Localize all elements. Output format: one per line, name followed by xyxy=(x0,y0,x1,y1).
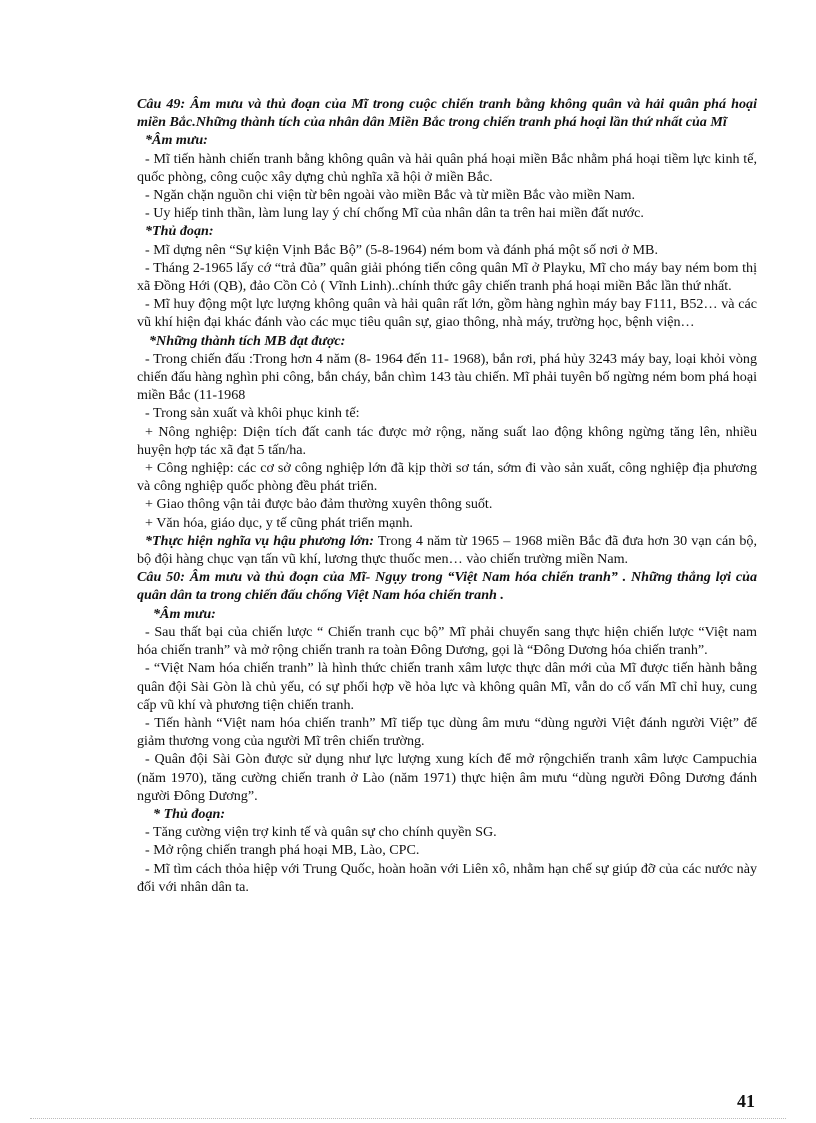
q49-heading-tactics: *Thủ đoạn: xyxy=(145,223,214,240)
q49-paragraph-rear-duty xyxy=(137,532,757,568)
footer-divider xyxy=(30,1118,786,1119)
q50-paragraph: - Mở rộng chiến trangh phá hoại MB, Lào, CPC. xyxy=(145,842,420,859)
page-number: 41 xyxy=(737,1091,755,1111)
q49-paragraph: - Mĩ dựng nên “Sự kiện Vịnh Bắc Bộ” (5-8-1964) ném bom và đánh phá một số nơi ở MB. xyxy=(145,241,658,258)
q49-heading-plot: *Âm mưu: xyxy=(145,132,208,149)
q49-paragraph: - Uy hiếp tinh thần, làm lung lay ý chí chống Mĩ của nhân dân ta trên hai miền đất nước. xyxy=(145,205,644,222)
q49-paragraph: + Giao thông vận tải được bảo đảm thường xuyên thông suốt. xyxy=(145,496,493,513)
q50-paragraph: - Quân đội Sài Gòn được sử dụng như lực lượng xung kích để mở rộngchiến tranh xâm lược Campuchia (năm 1970), tăng cường chiến tranh ở Lào (năm 1971) thực hiện âm mưu “dùng người Đông Dương đánh người Đông Dương”. xyxy=(137,751,757,804)
q49-paragraph: - Trong chiến đấu :Trong hơn 4 năm (8- 1964 đến 11- 1968), bắn rơi, phá hủy 3243 máy bay, loại khỏi vòng chiến đấu hàng nghìn phi công, bắn cháy, bắn chìm 143 tàu chiến. Mĩ phải tuyên bố ngừng ném bom phá hoại miền Bắc (11-1968 xyxy=(137,350,757,404)
q50-heading-plot: *Âm mưu: xyxy=(153,605,216,622)
q50-paragraph: - Sau thất bại của chiến lược “ Chiến tranh cục bộ” Mĩ phải chuyển sang thực hiện chiến lược “Việt nam hóa chiến tranh” và mở rộng chiến tranh ra toàn Đông Dương, gọi là “Đông Dương hóa chiến tranh”. xyxy=(137,623,757,659)
q50-paragraph: - Tăng cường viện trợ kinh tế và quân sự cho chính quyền SG. xyxy=(145,824,497,841)
q49-paragraph: - Ngăn chặn nguồn chi viện từ bên ngoài vào miền Bắc và từ miền Bắc vào miền Nam. xyxy=(145,187,636,204)
q50-paragraph: - “Việt Nam hóa chiến tranh” là hình thức chiến tranh xâm lược thực dân mới của Mĩ được tiến hành bằng quân đội Sài Gòn là chủ yếu, có sự phối hợp về hỏa lực và không quân Mĩ, vẫn do cố vấn Mĩ chỉ huy, cung cấp vũ khí và phương tiện chiến tranh. xyxy=(137,660,757,713)
q49-rear-duty-text: Trong 4 năm từ 1965 – 1968 miền Bắc đã đưa hơn 30 vạn cán bộ, bộ đội hàng chục vạn tấn vũ khí, lương thực thuốc men… vào chiến trường miền Nam. xyxy=(137,532,757,568)
q49-paragraph: + Nông nghiệp: Diện tích đất canh tác được mở rộng, năng suất lao động không ngừng tăng lên, nhiều huyện hợp tác xã đạt 5 tấn/ha. xyxy=(137,423,757,458)
q49-paragraph: - Mĩ tiến hành chiến tranh bằng không quân và hải quân phá hoại miền Bắc nhằm phá hoại tiềm lực kinh tế, quốc phòng, công cuộc xây dựng chủ nghĩa xã hội ở miền Bắc. xyxy=(137,150,757,185)
q49-paragraph: - Tháng 2-1965 lấy cớ “trả đũa” quân giải phóng tiến công quân Mĩ ở Playku, Mĩ cho máy bay ném bom thị xã Đồng Hới (QB), đảo Cồn Cỏ ( Vĩnh Linh)..chính thức gây chiến tranh phá hoại miền Bắc lần thứ nhất. xyxy=(137,259,757,295)
q49-heading-rear-duty: *Thực hiện nghĩa vụ hậu phương lớn: xyxy=(145,532,374,549)
q49-paragraph: + Công nghiệp: các cơ sở công nghiệp lớn đã kịp thời sơ tán, sớm đi vào sản xuất, công nghiệp địa phương và công nghiệp quốc phòng đều phát triển. xyxy=(137,460,757,495)
question-49-title: Câu 49: Âm mưu và thủ đoạn của Mĩ trong cuộc chiến tranh bằng không quân và hải quân phá hoại miền Bắc.Những thành tích của nhân dân Miền Bắc trong chiến tranh phá hoại lần thứ nhất của Mĩ xyxy=(137,96,757,131)
document-body xyxy=(137,95,757,896)
q49-paragraph: - Mĩ huy động một lực lượng không quân và hải quân rất lớn, gồm hàng nghìn máy bay F111, B52… và các vũ khí hiện đại khác đánh vào các mục tiêu quân sự, giao thông, nhà máy, trường học, bệnh viện… xyxy=(137,296,757,331)
q49-heading-achievements: *Những thành tích MB đạt được: xyxy=(149,332,346,349)
question-50-title: Câu 50: Âm mưu và thủ đoạn của Mĩ- Ngụy trong “Việt Nam hóa chiến tranh” . Những thắng lợi của quân dân ta trong chiến đấu chống Việt Nam hóa chiến tranh . xyxy=(137,569,757,604)
q50-paragraph: - Tiến hành “Việt nam hóa chiến tranh” Mĩ tiếp tục dùng âm mưu “dùng người Việt đánh người Việt” để giảm thương vong của người Mĩ trên chiến trường. xyxy=(137,714,757,750)
q49-paragraph: - Trong sản xuất và khôi phục kinh tế: xyxy=(145,405,360,422)
q50-heading-tactics: * Thủ đoạn: xyxy=(153,805,226,822)
q49-paragraph: + Văn hóa, giáo dục, y tế cũng phát triển mạnh. xyxy=(145,514,413,531)
q50-paragraph: - Mĩ tìm cách thỏa hiệp với Trung Quốc, hoàn hoãn với Liên xô, nhằm hạn chế sự giúp đỡ của các nước này đối với nhân dân ta. xyxy=(137,860,757,895)
